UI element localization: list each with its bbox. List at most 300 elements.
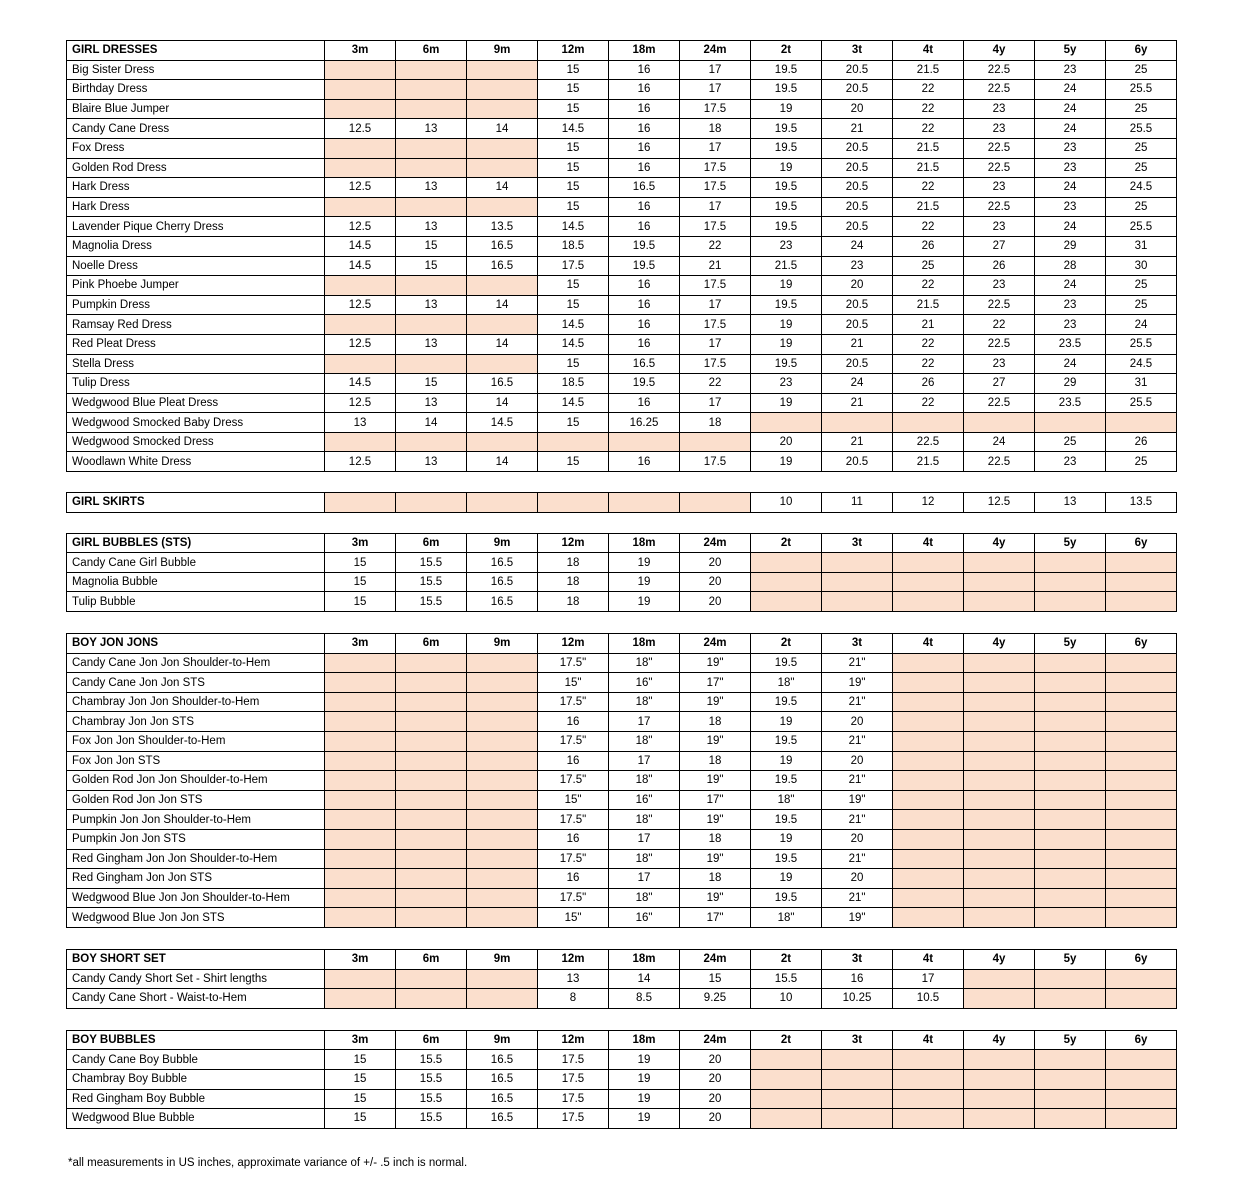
item-name: Stella Dress [67, 354, 325, 374]
empty-cell [467, 732, 538, 752]
measurement-cell: 17.5" [538, 849, 609, 869]
measurement-cell: 20 [822, 99, 893, 119]
measurement-cell: 25.5 [1106, 393, 1177, 413]
measurement-cell: 21.5 [751, 256, 822, 276]
measurement-cell: 17.5 [538, 1050, 609, 1070]
measurement-cell: 19 [751, 393, 822, 413]
section-spacer [66, 472, 1176, 492]
empty-cell [467, 829, 538, 849]
empty-cell [1106, 908, 1177, 928]
measurement-cell: 19 [609, 553, 680, 573]
size-header: 3t [822, 1030, 893, 1050]
empty-cell [396, 692, 467, 712]
measurement-cell: 20.5 [822, 452, 893, 472]
item-name: Red Gingham Jon Jon STS [67, 869, 325, 889]
item-name: Candy Cane Jon Jon Shoulder-to-Hem [67, 653, 325, 673]
empty-cell [325, 692, 396, 712]
empty-cell [325, 432, 396, 452]
measurement-cell: 19.5 [751, 295, 822, 315]
size-header [396, 493, 467, 513]
table-row [67, 256, 1177, 276]
measurement-cell: 25 [1106, 60, 1177, 80]
measurement-cell: 18" [751, 908, 822, 928]
measurement-cell: 22.5 [964, 60, 1035, 80]
table-row [67, 119, 1177, 139]
section-title: GIRL SKIRTS [67, 493, 325, 513]
measurement-cell: 22.5 [964, 452, 1035, 472]
table-row [67, 888, 1177, 908]
size-header [680, 493, 751, 513]
measurement-cell: 14.5 [538, 393, 609, 413]
empty-cell [1106, 810, 1177, 830]
empty-cell [893, 653, 964, 673]
table-row [67, 810, 1177, 830]
table-row [67, 354, 1177, 374]
measurement-cell: 13 [396, 178, 467, 198]
measurement-cell: 19.5 [751, 138, 822, 158]
size-table [66, 492, 1177, 513]
measurement-cell: 15 [538, 452, 609, 472]
measurement-cell: 15.5 [396, 553, 467, 573]
size-header: 6y [1106, 634, 1177, 654]
measurement-cell: 14.5 [538, 315, 609, 335]
table-row [67, 393, 1177, 413]
measurement-cell: 10.25 [822, 989, 893, 1009]
measurement-cell: 23 [964, 354, 1035, 374]
measurement-cell: 15 [538, 178, 609, 198]
table-row [67, 849, 1177, 869]
measurement-cell: 21 [822, 119, 893, 139]
measurement-cell: 20.5 [822, 315, 893, 335]
measurement-cell: 14 [396, 413, 467, 433]
empty-cell [1106, 413, 1177, 433]
measurement-cell: 14.5 [325, 256, 396, 276]
table-row [67, 969, 1177, 989]
item-name: Magnolia Dress [67, 236, 325, 256]
measurement-cell: 8 [538, 989, 609, 1009]
measurement-cell: 23 [822, 256, 893, 276]
empty-cell [1035, 1050, 1106, 1070]
measurement-cell: 20.5 [822, 138, 893, 158]
measurement-cell: 25 [1035, 432, 1106, 452]
empty-cell [396, 99, 467, 119]
size-header: 24m [680, 949, 751, 969]
measurement-cell: 25.5 [1106, 119, 1177, 139]
measurement-cell: 19.5 [751, 849, 822, 869]
empty-cell [538, 432, 609, 452]
measurement-cell: 22.5 [893, 432, 964, 452]
empty-cell [325, 908, 396, 928]
measurement-cell: 18 [538, 592, 609, 612]
size-header: 2t [751, 533, 822, 553]
table-row [67, 158, 1177, 178]
measurement-cell: 14.5 [538, 217, 609, 237]
empty-cell [467, 751, 538, 771]
measurement-cell: 19" [822, 790, 893, 810]
section-boy-jon-jons [66, 633, 1176, 928]
measurement-cell: 14.5 [325, 374, 396, 394]
measurement-cell: 15 [325, 553, 396, 573]
measurement-cell: 21 [822, 393, 893, 413]
measurement-cell: 15 [325, 1109, 396, 1129]
size-header: 9m [467, 1030, 538, 1050]
empty-cell [396, 771, 467, 791]
empty-cell [1035, 592, 1106, 612]
measurement-cell: 25 [1106, 99, 1177, 119]
measurement-cell: 18 [680, 751, 751, 771]
table-row [67, 1069, 1177, 1089]
measurement-cell: 12.5 [325, 393, 396, 413]
measurement-cell: 15.5 [396, 1109, 467, 1129]
measurement-cell: 23 [964, 276, 1035, 296]
measurement-cell: 20.5 [822, 354, 893, 374]
measurement-cell: 15.5 [396, 1089, 467, 1109]
table-row [67, 771, 1177, 791]
empty-cell [1035, 989, 1106, 1009]
empty-cell [893, 888, 964, 908]
measurement-cell: 20.5 [822, 178, 893, 198]
measurement-cell: 21 [822, 432, 893, 452]
size-header: 6y [1106, 533, 1177, 553]
empty-cell [964, 653, 1035, 673]
measurement-cell: 18 [680, 712, 751, 732]
table-header-row [67, 949, 1177, 969]
measurement-cell: 15 [325, 1050, 396, 1070]
empty-cell [325, 751, 396, 771]
size-header: 4t [893, 634, 964, 654]
size-header: 3m [325, 41, 396, 61]
measurement-cell: 16 [538, 712, 609, 732]
table-row [67, 751, 1177, 771]
measurement-cell: 22 [893, 217, 964, 237]
measurement-cell: 24 [822, 374, 893, 394]
measurement-cell: 19 [609, 592, 680, 612]
measurement-cell: 25 [1106, 295, 1177, 315]
measurement-cell: 15.5 [396, 592, 467, 612]
measurement-cell: 21 [893, 315, 964, 335]
size-header: 24m [680, 634, 751, 654]
measurement-cell: 19.5 [751, 653, 822, 673]
table-header-row [67, 1030, 1177, 1050]
empty-cell [325, 849, 396, 869]
table-header-row [67, 634, 1177, 654]
size-table [66, 1030, 1177, 1129]
measurement-cell: 10 [751, 989, 822, 1009]
empty-cell [893, 1109, 964, 1129]
measurement-cell: 16" [609, 908, 680, 928]
measurement-cell: 17.5" [538, 888, 609, 908]
size-header: 2t [751, 634, 822, 654]
measurement-cell: 17 [609, 869, 680, 889]
size-header: 5y [1035, 949, 1106, 969]
table-row [67, 374, 1177, 394]
empty-cell [467, 790, 538, 810]
measurement-cell: 16.5 [467, 1089, 538, 1109]
empty-cell [751, 1089, 822, 1109]
measurement-cell: 17 [609, 829, 680, 849]
item-name: Hark Dress [67, 178, 325, 198]
measurement-cell: 18" [751, 673, 822, 693]
empty-cell [964, 572, 1035, 592]
size-table [66, 40, 1177, 472]
size-header: 6m [396, 949, 467, 969]
section-spacer [66, 612, 1176, 633]
section-spacer [66, 928, 1176, 949]
measurement-cell: 19 [751, 158, 822, 178]
measurement-cell: 13 [325, 413, 396, 433]
empty-cell [893, 692, 964, 712]
empty-cell [396, 732, 467, 752]
measurement-cell: 16" [609, 790, 680, 810]
size-header: 24m [680, 1030, 751, 1050]
empty-cell [396, 315, 467, 335]
measurement-cell: 26 [1106, 432, 1177, 452]
measurement-cell: 23.5 [1035, 393, 1106, 413]
measurement-cell: 22 [680, 374, 751, 394]
measurement-cell: 15 [325, 572, 396, 592]
measurement-cell: 16.5 [467, 1050, 538, 1070]
measurement-cell: 16.5 [467, 592, 538, 612]
measurement-cell: 13 [396, 217, 467, 237]
table-row [67, 80, 1177, 100]
size-table [66, 533, 1177, 612]
empty-cell [325, 888, 396, 908]
measurement-cell: 21" [822, 732, 893, 752]
item-name: Fox Jon Jon STS [67, 751, 325, 771]
measurement-cell: 17.5" [538, 732, 609, 752]
measurement-cell: 20.5 [822, 295, 893, 315]
measurement-cell: 25.5 [1106, 217, 1177, 237]
measurement-cell: 14 [467, 334, 538, 354]
empty-cell [1106, 1109, 1177, 1129]
empty-cell [1035, 849, 1106, 869]
size-header: 6y [1106, 41, 1177, 61]
empty-cell [609, 432, 680, 452]
empty-cell [467, 60, 538, 80]
empty-cell [396, 197, 467, 217]
size-header: 12m [538, 1030, 609, 1050]
empty-cell [396, 969, 467, 989]
size-table [66, 949, 1177, 1009]
measurement-cell: 15.5 [396, 1069, 467, 1089]
footnote: *all measurements in US inches, approximate variance of +/- .5 inch is normal. [68, 1156, 468, 1169]
empty-cell [396, 354, 467, 374]
item-name: Candy Cane Jon Jon STS [67, 673, 325, 693]
measurement-cell: 17" [680, 790, 751, 810]
size-header: 18m [609, 1030, 680, 1050]
measurement-cell: 16 [609, 315, 680, 335]
empty-cell [751, 1109, 822, 1129]
measurement-cell: 22.5 [964, 295, 1035, 315]
empty-cell [1035, 553, 1106, 573]
empty-cell [396, 888, 467, 908]
measurement-cell: 22.5 [964, 197, 1035, 217]
measurement-cell: 16 [538, 869, 609, 889]
size-header: 4t [893, 533, 964, 553]
measurement-cell: 13 [538, 969, 609, 989]
measurement-cell: 14.5 [538, 119, 609, 139]
empty-cell [751, 553, 822, 573]
measurement-cell: 22.5 [964, 80, 1035, 100]
table-row [67, 217, 1177, 237]
measurement-cell: 17.5 [538, 1109, 609, 1129]
item-name: Candy Cane Boy Bubble [67, 1050, 325, 1070]
size-header: 4y [964, 1030, 1035, 1050]
measurement-cell: 17.5" [538, 771, 609, 791]
empty-cell [822, 553, 893, 573]
empty-cell [467, 315, 538, 335]
measurement-cell: 17 [680, 334, 751, 354]
measurement-cell: 19" [680, 692, 751, 712]
section-title: BOY SHORT SET [67, 949, 325, 969]
measurement-cell: 25 [893, 256, 964, 276]
item-name: Big Sister Dress [67, 60, 325, 80]
section-spacer [66, 513, 1176, 533]
size-header [609, 493, 680, 513]
measurement-cell: 25.5 [1106, 334, 1177, 354]
measurement-cell: 19 [751, 452, 822, 472]
empty-cell [325, 653, 396, 673]
item-name: Wedgwood Blue Jon Jon Shoulder-to-Hem [67, 888, 325, 908]
measurement-cell: 24 [1035, 80, 1106, 100]
empty-cell [325, 810, 396, 830]
measurement-cell: 10 [751, 493, 822, 513]
measurement-cell: 24 [1035, 354, 1106, 374]
empty-cell [396, 869, 467, 889]
measurement-cell: 25.5 [1106, 80, 1177, 100]
empty-cell [325, 969, 396, 989]
measurement-cell: 18" [609, 732, 680, 752]
item-name: Red Gingham Boy Bubble [67, 1089, 325, 1109]
empty-cell [325, 829, 396, 849]
empty-cell [467, 969, 538, 989]
empty-cell [325, 354, 396, 374]
table-header-row [67, 533, 1177, 553]
measurement-cell: 14 [467, 178, 538, 198]
table-row [67, 315, 1177, 335]
measurement-cell: 19.5 [751, 692, 822, 712]
size-header: 6y [1106, 1030, 1177, 1050]
measurement-cell: 24 [1035, 276, 1106, 296]
measurement-cell: 19 [609, 572, 680, 592]
measurement-cell: 23 [1035, 138, 1106, 158]
measurement-cell: 23 [964, 119, 1035, 139]
measurement-cell: 19.5 [751, 771, 822, 791]
measurement-cell: 15 [538, 354, 609, 374]
empty-cell [467, 653, 538, 673]
measurement-cell: 18" [609, 771, 680, 791]
table-row [67, 712, 1177, 732]
measurement-cell: 20.5 [822, 217, 893, 237]
empty-cell [1035, 829, 1106, 849]
measurement-cell: 28 [1035, 256, 1106, 276]
measurement-cell: 17 [680, 138, 751, 158]
measurement-cell: 12.5 [325, 217, 396, 237]
measurement-cell: 15 [325, 1089, 396, 1109]
measurement-cell: 22 [893, 393, 964, 413]
measurement-cell: 23 [1035, 315, 1106, 335]
empty-cell [1035, 771, 1106, 791]
item-name: Candy Candy Short Set - Shirt lengths [67, 969, 325, 989]
item-name: Golden Rod Jon Jon Shoulder-to-Hem [67, 771, 325, 791]
empty-cell [893, 553, 964, 573]
measurement-cell: 19.5 [751, 197, 822, 217]
measurement-cell: 26 [964, 256, 1035, 276]
measurement-cell: 16.5 [467, 1069, 538, 1089]
measurement-cell: 17 [680, 197, 751, 217]
table-row [67, 138, 1177, 158]
measurement-cell: 27 [964, 236, 1035, 256]
measurement-cell: 17.5 [680, 354, 751, 374]
empty-cell [964, 673, 1035, 693]
measurement-cell: 13 [396, 119, 467, 139]
table-row [67, 60, 1177, 80]
empty-cell [396, 158, 467, 178]
table-row [67, 432, 1177, 452]
measurement-cell: 12.5 [325, 295, 396, 315]
size-header: 3m [325, 949, 396, 969]
empty-cell [1106, 829, 1177, 849]
empty-cell [964, 810, 1035, 830]
empty-cell [893, 673, 964, 693]
item-name: Wedgwood Smocked Dress [67, 432, 325, 452]
empty-cell [467, 888, 538, 908]
measurement-cell: 12.5 [325, 334, 396, 354]
empty-cell [822, 1109, 893, 1129]
measurement-cell: 16 [609, 158, 680, 178]
empty-cell [964, 869, 1035, 889]
empty-cell [467, 432, 538, 452]
measurement-cell: 19" [680, 732, 751, 752]
measurement-cell: 15" [538, 908, 609, 928]
measurement-cell: 18" [609, 849, 680, 869]
measurement-cell: 16.5 [467, 553, 538, 573]
measurement-cell: 17 [680, 393, 751, 413]
measurement-cell: 20 [822, 712, 893, 732]
empty-cell [1035, 653, 1106, 673]
measurement-cell: 21.5 [893, 138, 964, 158]
empty-cell [1035, 712, 1106, 732]
measurement-cell: 17.5" [538, 653, 609, 673]
empty-cell [396, 908, 467, 928]
size-header: 9m [467, 949, 538, 969]
measurement-cell: 16.5 [467, 256, 538, 276]
empty-cell [1106, 692, 1177, 712]
measurement-cell: 19.5 [751, 60, 822, 80]
measurement-cell: 16 [538, 829, 609, 849]
empty-cell [964, 1050, 1035, 1070]
empty-cell [1106, 712, 1177, 732]
empty-cell [1035, 673, 1106, 693]
measurement-cell: 12.5 [964, 493, 1035, 513]
measurement-cell: 15 [538, 60, 609, 80]
empty-cell [325, 197, 396, 217]
item-name: Chambray Boy Bubble [67, 1069, 325, 1089]
measurement-cell: 19 [751, 829, 822, 849]
size-header: 3t [822, 41, 893, 61]
measurement-cell: 14.5 [325, 236, 396, 256]
empty-cell [396, 673, 467, 693]
empty-cell [964, 888, 1035, 908]
measurement-cell: 16 [609, 393, 680, 413]
measurement-cell: 21.5 [893, 197, 964, 217]
size-header: 18m [609, 949, 680, 969]
measurement-cell: 20.5 [822, 158, 893, 178]
measurement-cell: 29 [1035, 374, 1106, 394]
table-row [67, 1089, 1177, 1109]
empty-cell [467, 276, 538, 296]
table-row [67, 197, 1177, 217]
